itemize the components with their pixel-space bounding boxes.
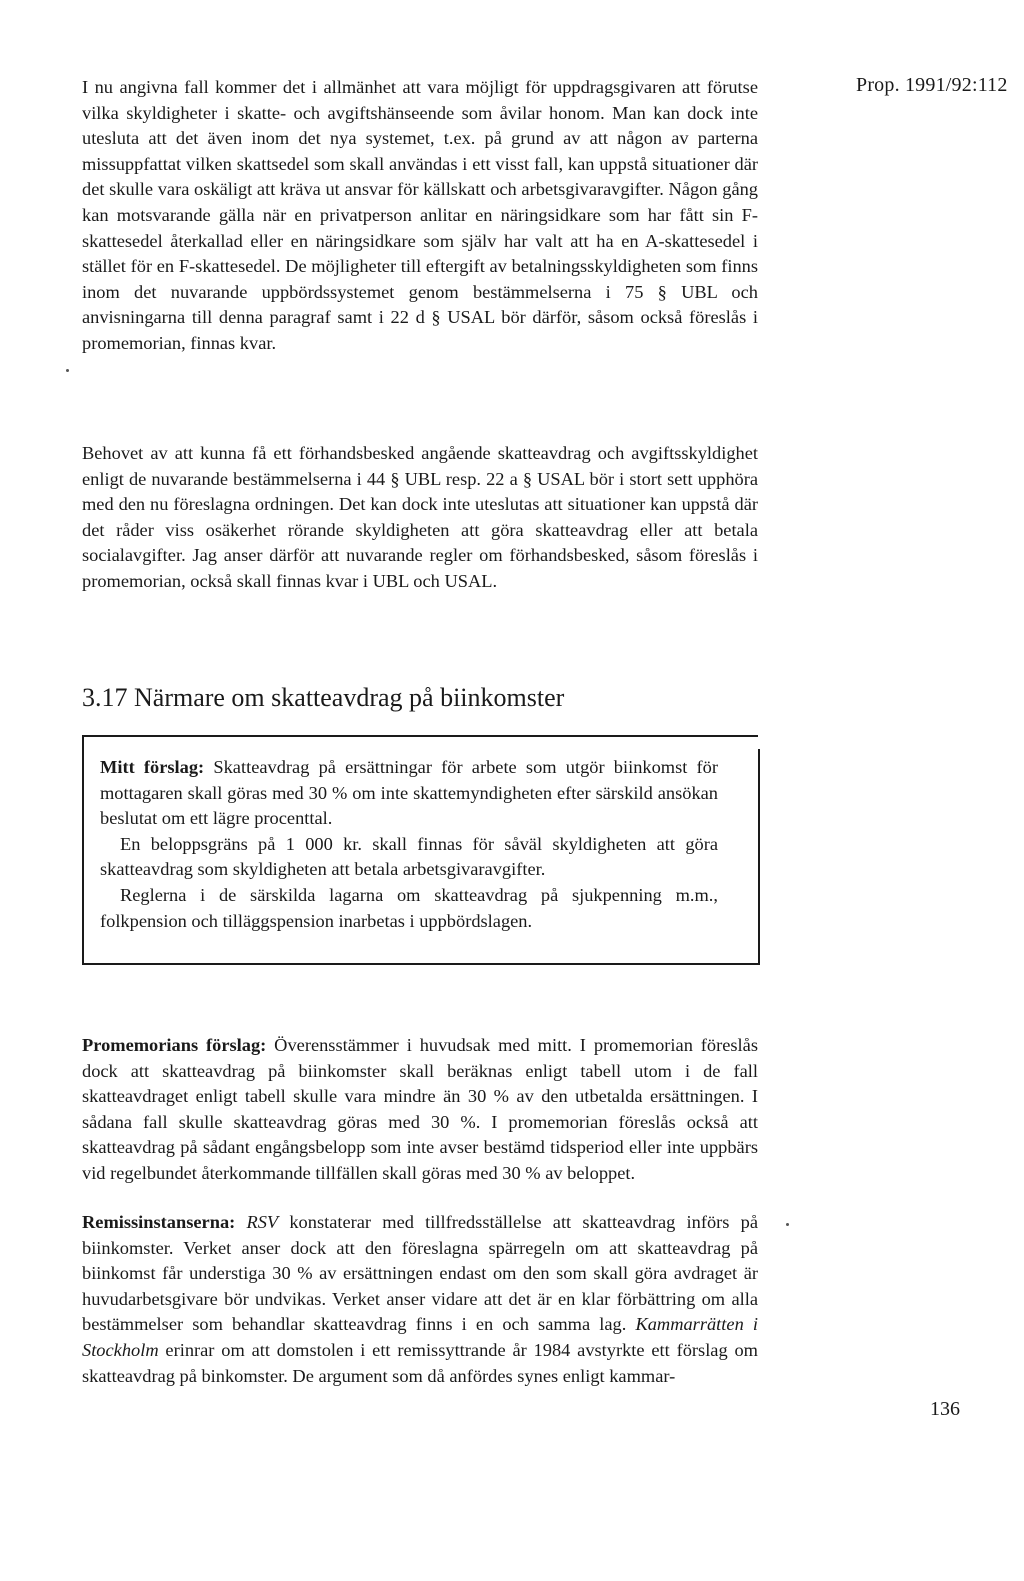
margin-mark <box>786 1223 789 1226</box>
body-paragraph-2 <box>82 441 758 595</box>
proposal-box <box>82 735 758 965</box>
body-paragraph-1 <box>82 75 758 357</box>
promemoria-paragraph <box>82 1033 758 1187</box>
remiss-lead: Remissinstanserna: <box>82 1212 236 1232</box>
paragraph-text: I nu angivna fall kommer det i allmänhet att vara möjligt för uppdragsgivaren att förutse vilka skyldigheter i skatte- och avgiftshänseende som åvilar honom. Man kan dock inte utesluta att det även inom det nya systemet, t.ex. på grund av att någon av parterna missuppfattat vilken skattsedel som skall användas i ett visst fall, kan uppstå situationer där det skulle vara oskäligt att kräva ut ansvar för källskatt och arbetsgivaravgifter. Någon gång kan motsvarande gälla när en privatperson anlitar en näringsidkare som har fått sin F-skattesedel återkallad eller en näringsidkare som själv har valt att ha en A-skattesedel i stället för en F-skattesedel. De möjligheter till eftergift av betalningsskyldigheten som finns inom det nuvarande uppbördssystemet genom bestämmelserna i 75 § UBL och anvisningarna till denna paragraf samt i 22 d § USAL bör därför, såsom också föreslås i promemorian, finnas kvar. <box>82 77 758 353</box>
proposal-paragraph-1 <box>100 755 718 832</box>
proposal-paragraph-3: Reglerna i de särskilda lagarna om skatteavdrag på sjukpenning m.m., folkpension och tilläggspension inarbetas i uppbördslagen. <box>100 884 718 931</box>
proposal-text-1: Skatteavdrag på ersättningar för arbete som utgör biinkomst för mottagaren skall göras med 30 % om inte skattemyndigheten efter särskild ansökan beslutat om ett lägre procenttal. <box>100 757 719 829</box>
proposition-reference: Prop. 1991/92:112 <box>856 74 1008 96</box>
paragraph-text: Behovet av att kunna få ett förhandsbesked angående skatteavdrag och avgiftsskyldighet enligt de nuvarande bestämmelserna i 44 § UBL resp. 22 a § USAL bör i stort sett upphöra med den nu föreslagna ordningen. Det kan dock inte uteslutas att situationer kan uppstå där det råder viss osäkerhet rörande skyldigheten att göra skatteavdrag eller att betala socialavgifter. Jag anser därför att nuvarande regler om förhandsbesked, såsom föreslås i promemorian, också skall finnas kvar i UBL och USAL. <box>82 443 758 591</box>
promemoria-lead: Promemorians förslag: <box>82 1035 267 1055</box>
margin-mark <box>66 369 69 372</box>
proposal-paragraph-2: En beloppsgräns på 1 000 kr. skall finnas för såväl skyldigheten att göra skatteavdrag som skyldigheten att betala arbetsgivaravgifter. <box>100 833 718 880</box>
court-name: Kammarrätten i Stockholm <box>82 1314 758 1360</box>
promemoria-text: Överensstämmer i huvudsak med mitt. I promemorian föreslås dock att skatteavdrag på biinkomster skall beräknas enligt tabell utom i de fall skatteavdraget enligt tabell skulle vara mindre än 30 % av den utbetalda ersättningen. I sådana fall skulle skatteavdrag göras med 30 %. I promemorian föreslås också att skatteavdrag på sådant engångsbelopp som inte avser bestämd tidsperiod eller inte uppbärs vid regelbundet återkommande tillfällen skall göras med 30 % av beloppet. <box>82 1035 758 1183</box>
remiss-text-2: erinrar om att domstolen i ett remissyttrande år 1984 avstyrkte ett förslag om skatteavdrag på binkomster. De argument som då anfördes synes enligt kammar- <box>82 1339 758 1386</box>
paragraph-text <box>82 1033 758 1187</box>
rsv-name: RSV <box>246 1212 279 1232</box>
page-number: 136 <box>930 1398 960 1420</box>
proposal-box-text <box>100 755 718 934</box>
section-heading: 3.17 Närmare om skatteavdrag på biinkomster <box>82 683 565 712</box>
remiss-paragraph <box>82 1210 758 1389</box>
remiss-text-1: konstaterar med tillfredsställelse att skatteavdrag införs på biinkomster. Verket anser dock att den föreslagna spärregeln om att skatteavdrag på biinkomst får understiga 30 % av ersättningen endast om den som skall göra avdraget är huvudarbetsgivare bör undvikas. Verket anser vidare att det är en klar förbättring om alla bestämmelser som behandlar skatteavdrag finns i en och samma lag. <box>82 1212 758 1335</box>
paragraph-text <box>82 1210 758 1389</box>
proposal-lead: Mitt förslag: <box>100 757 205 777</box>
